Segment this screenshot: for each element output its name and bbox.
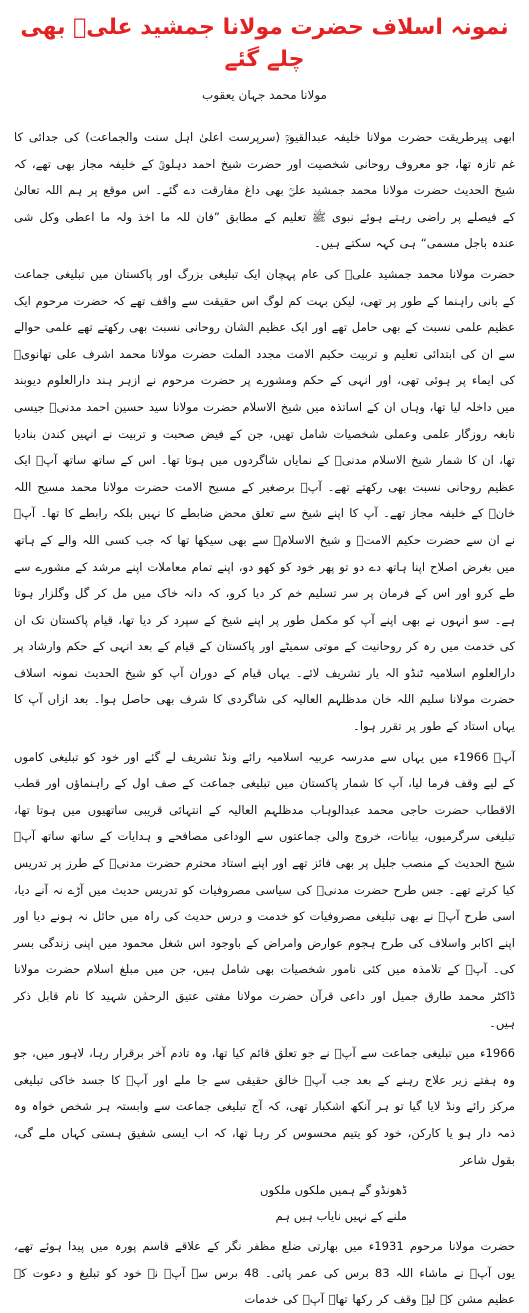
poem-line-1: ڈھونڈو گے ہمیں ملکوں ملکوں [260, 1183, 407, 1198]
article-paragraph-4: 1966ء میں تبلیغی جماعت سے آپؒ نے جو تعلق قائم کیا تھا، وہ تادم آخر برقرار رہا، لاہور میں، جو وہ ہفتے زیر علاج رہنے کے بعد جب آپؒ خالق حقیقی سے جا ملے اور آپؒ کا جسد خاکی تبلیغی مرکز رائے ونڈ لایا گیا تو ہر آنکھ اشکبار تھی، کہ آج تبلیغی جماعت سے وابستہ ہر شخص خواہ وہ ذمہ دار ہو یا کارکن، خود کو یتیم محسوس کر رہا تھا، کہ اب ایسی شفیق ہستی کہاں ملے گی، بقول شاعر [14, 1046, 515, 1167]
article-paragraph-5: حضرت مولانا مرحوم 1931ء میں بھارتی ضلع مظفر نگر کے علاقے قاسم پورہ میں پیدا ہوئے تھے، یوں آپؒ نے ماشاء اللہ 83 برس کی عمر پائی۔ 48 برس سے آپؒ نے خود کو تبلیغ و دعوت کے عظیم مشن کے لیے وقف کر رکھا تھا۔ آپؒ کی خدمات [14, 1239, 515, 1307]
article-paragraph-3: آپؒ 1966ء میں یہاں سے مدرسہ عربیہ اسلامیہ رائے ونڈ تشریف لے گئے اور خود کو تبلیغی کاموں کے لیے وقف فرما لیا، آپ کا شمار پاکستان میں تبلیغی جماعت کے صف اول کے راہنماؤں اور قطب الاقطاب حضرت حاجی محمد عبدالوہاب مدظلہم العالیہ کے انتہائی قریبی ساتھیوں میں ہوتا تھا، تبلیغی سرگرمیوں، بیانات، خروج والی جماعتوں سے الوداعی مصافحے و ہدایات کے ساتھ ساتھ آپؒ شیخ الحدیث کے منصب جلیل پر بھی فائز تھے اور اپنے استاد محترم حضرت مدنیؒ کے طرز پر تدریس کیا کرتے تھے۔ جس طرح حضرت مدنیؒ کی سیاسی مصروفیات کو تدریس حدیث میں آڑے نہ آنے دیا، اسی طرح آپؒ نے بھی تبلیغی مصروفیات کو خدمت و درس حدیث کی راہ میں حائل نہ ہونے دیا اور اپنے اکابر واسلاف کی طرح ہجوم عوارض وامراض کے باوجود اس شغل محمود میں اپنی زندگی بسر کی۔ آپؒ کے تلامذہ میں کئی نامور شخصیات بھی شامل ہیں، جن میں مبلغ اسلام حضرت مولانا ڈاکٹر محمد طارق جمیل اور داعی قرآن حضرت مولانا مفتی عتیق الرحمٰن شہید کا نام قابل ذکر ہیں۔ [14, 749, 515, 1030]
article-paragraph-1: ابھی پیرطریقت حضرت مولانا خلیفہ عبدالقیومؒ (سرپرست اعلیٰ اہل سنت والجماعت) کی جدائی کا غم تازہ تھا، جو معروف روحانی شخصیت اور حضرت شیخ احمد دہلویؒ کے خلیفہ مجاز بھی تھے، کہ شیخ الحدیث حضرت مولانا محمد جمشید علیؒ بھی داغ مفارقت دے گئے۔ اس موقع پر ہم اللہ تعالیٰ کے فیصلے پر راضی رہتے ہوئے نبوی ﷺ تعلیم کے مطابق ”فان للہ ما اخذ ولہ ما اعطی وکل شی عندہ باجل مسمی“ ہی کہہ سکتے ہیں۔ [14, 130, 515, 251]
poem-couplet [14, 1177, 515, 1229]
article-author: مولانا محمد جہان یعقوب [202, 88, 327, 102]
article-title: نمونہ اسلاف حضرت مولانا جمشید علیؒ بھی چلے گئے [20, 15, 509, 72]
article-paragraph-2: حضرت مولانا محمد جمشید علیؒ کی عام پہچان ایک تبلیغی بزرگ اور پاکستان میں تبلیغی جماعت کے بانی راہنما کے طور پر تھی، لیکن بہت کم لوگ اس حقیقت سے واقف تھے کہ حضرت مرحوم ایک عظیم علمی نسبت کے بھی حامل تھے اور ایک عظیم الشان روحانی نسبت بھی رکھتے تھے علمی حوالے سے ان کی ابتدائی تعلیم و تربیت حکیم الامت مجدد الملت حضرت مولانا محمد اشرف علی تھانویؒ کی ایماء پر ہوئی تھی، اور انہی کے حکم ومشورے پر حضرت مرحوم نے ازہر ہند دارالعلوم دیوبند میں داخلہ لیا تھا، وہاں ان کے اساتذہ میں شیخ الاسلام حضرت مولانا سید حسین احمد مدنیؒ جیسی نابغہ روزگار علمی وعملی شخصیات شامل تھیں، جن کے فیض صحبت و تربیت نے انہیں کندن بنادیا تھا، ان کا شمار شیخ الاسلام مدنیؒ کے نمایاں شاگردوں میں ہوتا تھا۔ اس کے ساتھ ساتھ آپؒ ایک عظیم روحانی نسبت بھی رکھتے تھے۔ آپؒ برصغیر کے مسیح الامت حضرت مولانا محمد مسیح اللہ خانؒ کے خلیفہ مجاز تھے۔ آپ کا اپنے شیخ سے تعلق محض ضابطے کا نہیں بلکہ رابطے کا تھا۔ آپؒ نے ان سے حضرت حکیم الامتؒ و شیخ الاسلامؒ سے بھی سیکھا تھا کہ جب کسی اللہ والے کے ہاتھ میں بغرض اصلاح اپنا ہاتھ دے دو تو پھر خود کو کھو دو، اپنے تمام معاملات اپنے مرشد کے مشورے سے طے کرو اور اس کے فرمان پر سر تسلیم خم کر دیا کرو، کہ دانہ خاک میں مل کر گل وگلزار ہوتا ہے۔ سو انہوں نے بھی اپنے آپ کو مکمل طور پر اپنے شیخ کے سپرد کر دیا تھا، قیام پاکستان تک ان کی خدمت میں رہ کر روحانیت کے موتی سمیٹے اور پاکستان کے قیام کے بعد انہی کے حکم وارشاد پر دارالعلوم اسلامیہ ٹنڈو الہ یار تشریف لائے۔ یہاں قیام کے دوران آپ کو شیخ الحدیث نمونہ اسلاف حضرت مولانا سلیم اللہ خان مدظلہم العالیہ کی شاگردی کا شرف بھی حاصل ہوا۔ بعد ازاں آپ کا یہاں استاد کے طور پر تقرر ہوا۔ [14, 266, 515, 734]
poem-line-2: ملنے کے نہیں نایاب ہیں ہم [275, 1209, 407, 1224]
